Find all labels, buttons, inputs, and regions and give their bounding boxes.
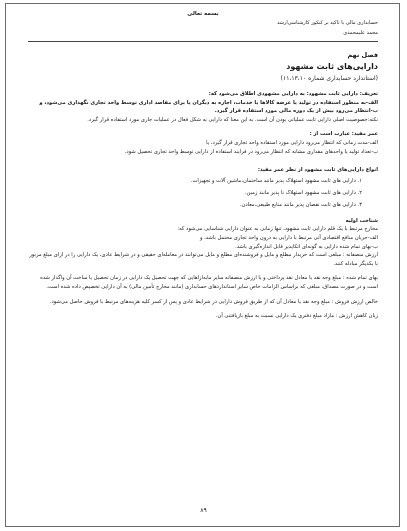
basmala: بسمه تعالی — [187, 11, 219, 17]
types-heading: انواع دارایی‌های ثابت مشهود از نظر عمر مفید: — [257, 167, 378, 174]
nrv-definition: خالص ارزش فروش : مبلغ وجه نقد یا معادل آن که از طریق فروش دارایی در شرایط عادی و پس از کسر کلیه هزینه‌های مرتبط با فروش حاصل می‌شود. — [49, 298, 378, 305]
list-item-number: ۲. — [357, 189, 362, 196]
recognition-intro: مخارج مرتبط با یک قلم دارایی ثابت مشهود، تنها زمانی به عنوان دارایی شناسایی می‌شود که: — [177, 226, 378, 233]
header-divider — [28, 41, 378, 42]
document-page — [28, 10, 378, 321]
list-item-text: دارایی های ثابت نقصان پذیر مانند منابع طبیعی،معادن. — [239, 201, 356, 208]
definition-intro: تعریف: دارایی ثابت مشهود: به دارایی مشهودی اطلاق می‌شود که: — [208, 91, 378, 97]
definition-a: الف-به منظور استفاده در تولید یا عرضه کالاها یا خدمات، اجاره به دیگران یا برای مقاصد اداری توسط واحد تجاری نگهداری می‌شود، و — [39, 99, 378, 106]
page-number: ۸۹ — [200, 507, 207, 514]
list-item — [28, 175, 378, 187]
definition-b: ب-انتظار می‌رود بیش از یک دوره مالی مورد استفاده قرار گیرد. — [214, 108, 378, 115]
chapter-title: دارایی‌های ثابت مشهود — [286, 62, 378, 71]
list-item-number: ۱. — [357, 177, 362, 184]
definition-note: نکته:خصوصیت اصلی دارایی ثابت عملیاتی بودن آن است. به این معنا که دارایی به شکل فعال در عملیات جاری مورد استفاده قرار گیرد. — [87, 116, 378, 123]
useful-life-b: ب-تعداد تولید یا واحدهای مقداری مشابه که انتظار می‌رود در فرایند استفاده از دارایی توسط واحد تجاری تحصیل شود. — [124, 148, 378, 155]
list-item-text: دارایی های ثابت مشهود استهلاک نا پذیر مانند زمین. — [244, 189, 356, 196]
list-item — [28, 199, 378, 211]
recognition-b: ب-بهای تمام شده دارایی به گونه‌ای اتکاپذیر قابل اندازه‌گیری باشد. — [235, 243, 378, 250]
cost-definition: بهای تمام شده : مبلغ وجه نقد یا معادل نقد پرداختی و یا ارزش منصفانه سایر ما‌به‌ازاهایی که جهت تحصیل یک دارایی در زمان تحصیل یا ساخت آن واگذار شده است و در صورت مصداق، مبلغی که براساس الزامات خاص سایر استانداردهای حسابداری (مانند مخارج تأمین مالی) به آن دارایی تخصیص داده شده است. — [40, 275, 378, 290]
list-item — [28, 187, 378, 199]
fair-value-definition: ارزش منصفانه : مبلغی است که خریدار مطلع و مایل و فروشنده‌ای مطلع و مایل می‌توانند در معامله‌ای حقیقی و در شرایط عادی، یک دارایی را در ازای مبلغ مزبور با یکدیگر مبادله کنند. — [29, 252, 378, 267]
chapter-label: فصل نهم — [347, 51, 378, 59]
list-item-text: دارایی های ثابت مشهود استهلاک پذیر مانند ساختمان،ماشین آلات و تجهیزات. — [190, 177, 356, 184]
useful-life-heading: عمر مفید: عبارت است از : — [309, 131, 378, 138]
book-title: حسابداری مالی با تاکید بر کنکور کارشناسی‌ارشد — [277, 20, 378, 26]
recognition-a: الف-جریان منافع اقتصادی آتی مرتبط با دارایی به درون واحد تجاری محتمل باشد، و — [199, 234, 378, 241]
useful-life-a: الف-مدت زمانی که انتظار می‌رود دارایی مورد استفاده واحد تجاری قرار گیرد، یا — [206, 139, 378, 146]
recognition-heading: شناخت اولیه — [345, 217, 378, 224]
list-item-number: ۳. — [357, 201, 362, 208]
standard-reference: (استاندارد حسابداری شماره ۱۱،۱۳،۱۰) — [280, 75, 378, 82]
impairment-definition: زیان کاهش ارزش : مازاد مبلغ دفتری یک دارایی نسبت به مبلغ بازیافتنی آن. — [215, 313, 378, 320]
author-name: محمد علیمحمدی — [343, 30, 378, 36]
